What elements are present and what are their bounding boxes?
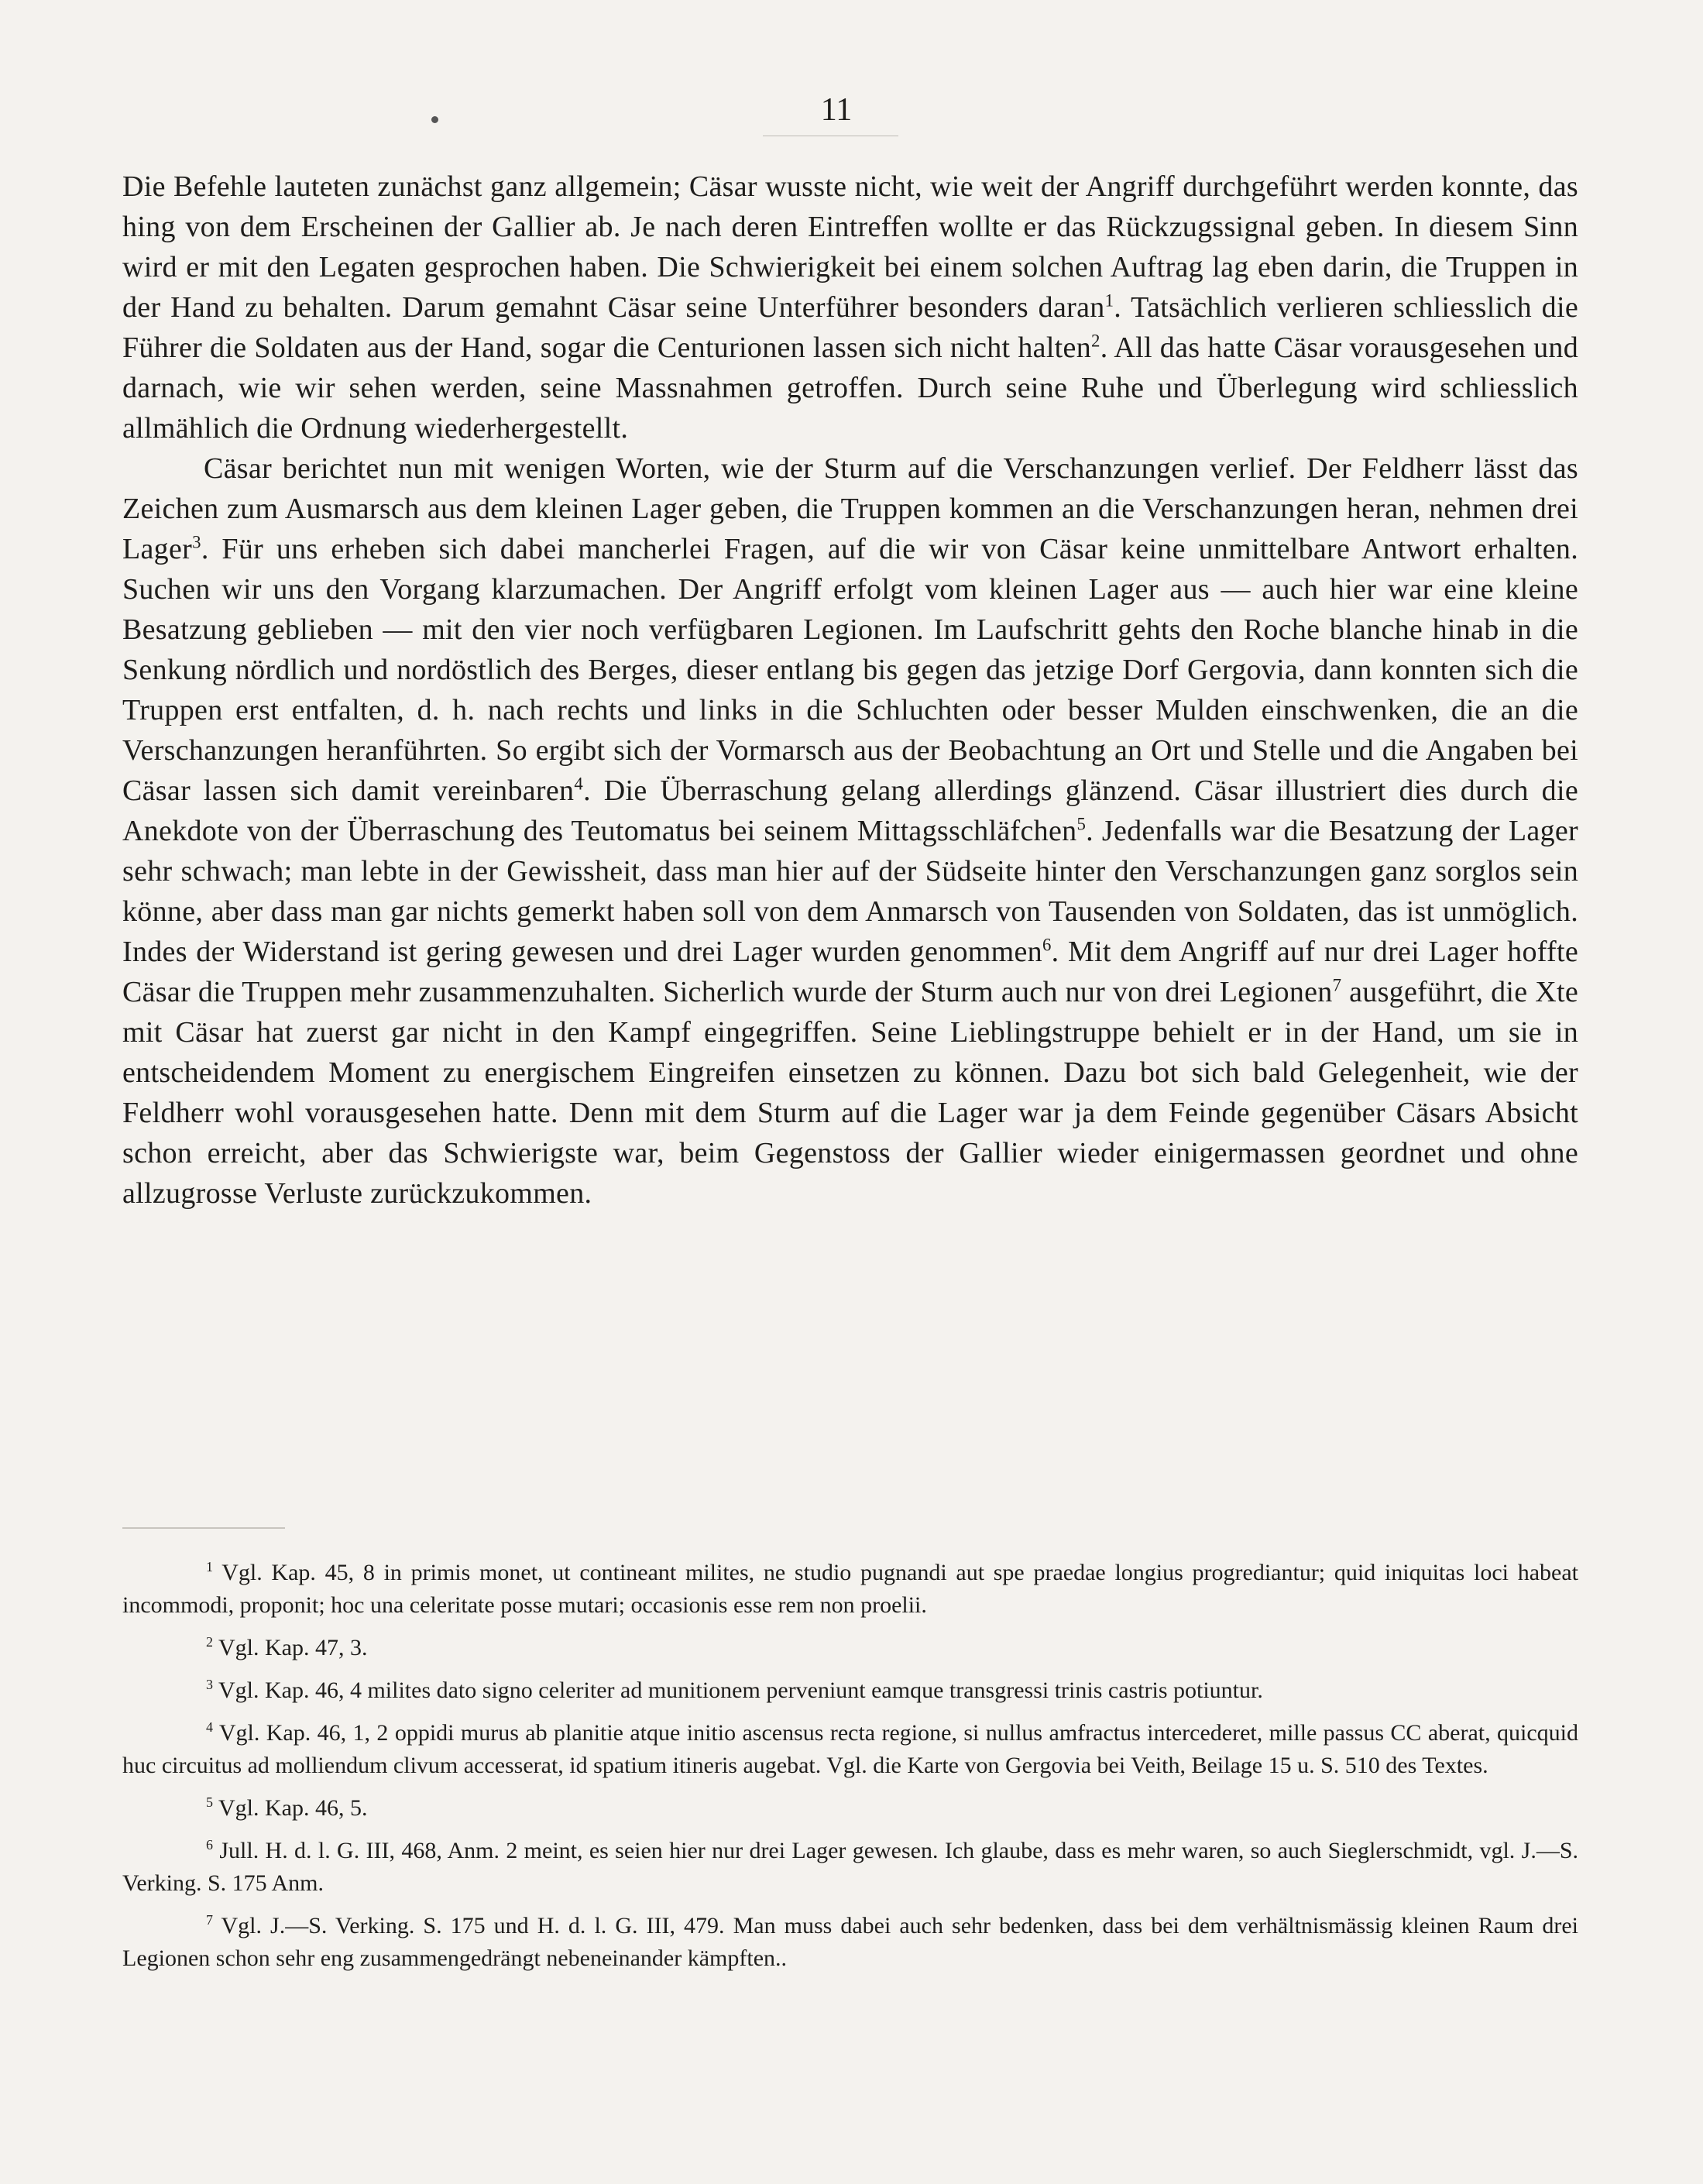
footnote-ref: 1	[1104, 290, 1114, 311]
footnote-ref: 3	[192, 532, 201, 552]
text-segment: . Jedenfalls war die Besatzung der Lager sehr schwach; man lebte in der Gewissheit, dass man hier auf der Südseite hinter den Verschanzungen ganz sorglos sein könne, aber dass man gar nichts gemerkt haben soll von dem Anmarsch von Tausenden von Soldaten, das ist unmöglich. Indes der Widerstand ist gering gewesen und drei Lager wurden genommen	[122, 815, 1578, 968]
footnote	[122, 1632, 1578, 1664]
footnote-number: 2	[206, 1634, 213, 1650]
page-mark	[431, 116, 438, 123]
text-segment: Die Befehle lauteten zunächst ganz allgemein; Cäsar wusste nicht, wie weit der Angriff durchgeführt werden konnte, das hing von dem Erscheinen der Gallier ab. Je nach deren Eintreffen wollte er das Rückzugssignal geben. In diesem Sinn wird er mit den Legaten gesprochen haben. Die Schwierigkeit bei einem solchen Auftrag lag eben darin, die Truppen in der Hand zu behalten. Darum gemahnt Cäsar seine Unterführer besonders daran	[122, 170, 1578, 324]
footnote-number: 6	[206, 1837, 213, 1853]
footnote	[122, 1557, 1578, 1622]
footnotes	[122, 1557, 1578, 1985]
footnote-number: 4	[206, 1719, 213, 1735]
footnote-number: 1	[206, 1559, 213, 1574]
footnote	[122, 1674, 1578, 1707]
footnote-ref: 7	[1332, 975, 1342, 995]
text-segment: . Für uns erheben sich dabei mancherlei Fragen, auf die wir von Cäsar keine unmittelbare Antwort erhalten. Suchen wir uns den Vorgang klarzumachen. Der Angriff erfolgt vom kleinen Lager aus — auch hier war eine kleine Besatzung geblieben — mit den vier noch verfügbaren Legionen. Im Laufschritt gehts den Roche blanche hinab in die Senkung nördlich und nordöstlich des Berges, dieser entlang bis gegen das jetzige Dorf Gergovia, dann konnten sich die Truppen erst entfalten, d. h. nach rechts und links in die Schluchten oder besser Mulden einschwenken, die an die Verschanzungen heranführten. So ergibt sich der Vormarsch aus der Beobachtung an Ort und Stelle und die Angaben bei Cäsar lassen sich damit vereinbaren	[122, 533, 1578, 807]
footnote-text: Vgl. Kap. 46, 5.	[218, 1795, 368, 1821]
footnote-ref: 4	[574, 774, 584, 794]
footnote-ref: 5	[1076, 814, 1087, 834]
text-segment: . All das hatte Cäsar vorausgesehen und darnach, wie wir sehen werden, seine Massnahmen getroffen. Durch seine Ruhe und Überlegung wird schliesslich allmählich die Ordnung wiederhergestellt.	[122, 331, 1578, 445]
footnote-text: Vgl. Kap. 47, 3.	[218, 1635, 368, 1660]
footnote-text: Vgl. Kap. 46, 1, 2 oppidi murus ab planitie atque initio ascensus recta regione, si nullus amfractus intercederet, mille passus CC aberat, quicquid huc circuitus ad molliendum clivum accesserat, id spatium itineris augebat. Vgl. die Karte von Gergovia bei Veith, Beilage 15 u. S. 510 des Textes.	[122, 1720, 1578, 1778]
body-text	[122, 167, 1578, 1214]
body-paragraph	[122, 167, 1578, 448]
footnote	[122, 1835, 1578, 1900]
text-segment: . Mit dem Angriff auf nur drei Lager hoffte Cäsar die Truppen mehr zusammenzuhalten. Sicherlich wurde der Sturm auch nur von drei Legionen	[122, 936, 1578, 1008]
body-paragraph	[122, 448, 1578, 1214]
footnote-separator	[122, 1527, 285, 1529]
text-segment: Cäsar berichtet nun mit wenigen Worten, wie der Sturm auf die Verschanzungen verlief. Der Feldherr lässt das Zeichen zum Ausmarsch aus dem kleinen Lager geben, die Truppen kommen an die Verschanzungen heran, nehmen drei Lager	[122, 452, 1578, 565]
footnote-number: 3	[206, 1677, 213, 1692]
footnote-text: Jull. H. d. l. G. III, 468, Anm. 2 meint, es seien hier nur drei Lager gewesen. Ich glaube, dass es mehr waren, so auch Sieglerschmidt, vgl. J.—S. Verking. S. 175 Anm.	[122, 1838, 1579, 1896]
text-segment: . Die Überraschung gelang allerdings glänzend. Cäsar illustriert dies durch die Anekdote von der Überraschung des Teutomatus bei seinem Mittagsschläfchen	[122, 774, 1579, 847]
footnote	[122, 1792, 1578, 1825]
footnote-text: Vgl. J.—S. Verking. S. 175 und H. d. l. G. III, 479. Man muss dabei auch sehr bedenken, dass bei dem verhältnismässig kleinen Raum drei Legionen schon sehr eng zusammengedrängt nebeneinander kämpften..	[122, 1913, 1578, 1971]
footnote-ref: 2	[1091, 331, 1100, 351]
footnote-text: Vgl. Kap. 46, 4 milites dato signo celeriter ad munitionem perveniunt eamque transgressi trinis castris potiuntur.	[218, 1677, 1263, 1703]
footnote	[122, 1717, 1578, 1782]
footnote	[122, 1910, 1578, 1975]
footnote-text: Vgl. Kap. 45, 8 in primis monet, ut contineant milites, ne studio pugnandi aut spe praedae longius progrediantur; quid iniquitas loci habeat incommodi, proponit; hoc una celeritate posse mutari; occasionis esse rem non proelii.	[122, 1560, 1578, 1618]
page-number: 11	[820, 92, 853, 128]
footnote-ref: 6	[1042, 935, 1052, 955]
footnote-number: 5	[206, 1794, 213, 1810]
footnote-number: 7	[206, 1912, 213, 1928]
text-segment: ausgeführt, die Xte mit Cäsar hat zuerst gar nicht in den Kampf eingegriffen. Seine Lieblingstruppe behielt er in der Hand, um sie in entscheidendem Moment zu energischem Eingreifen einsetzen zu können. Dazu bot sich bald Gelegenheit, wie der Feldherr wohl vorausgesehen hatte. Denn mit dem Sturm auf die Lager war ja dem Feinde gegenüber Cäsars Absicht schon erreicht, aber das Schwierigste war, beim Gegenstoss der Gallier wieder einigermassen geordnet und ohne allzugrosse Verluste zurückzukommen.	[122, 976, 1578, 1210]
text-segment: . Tatsächlich verlieren schliesslich die Führer die Soldaten aus der Hand, sogar die Centurionen lassen sich nicht halten	[122, 291, 1578, 364]
